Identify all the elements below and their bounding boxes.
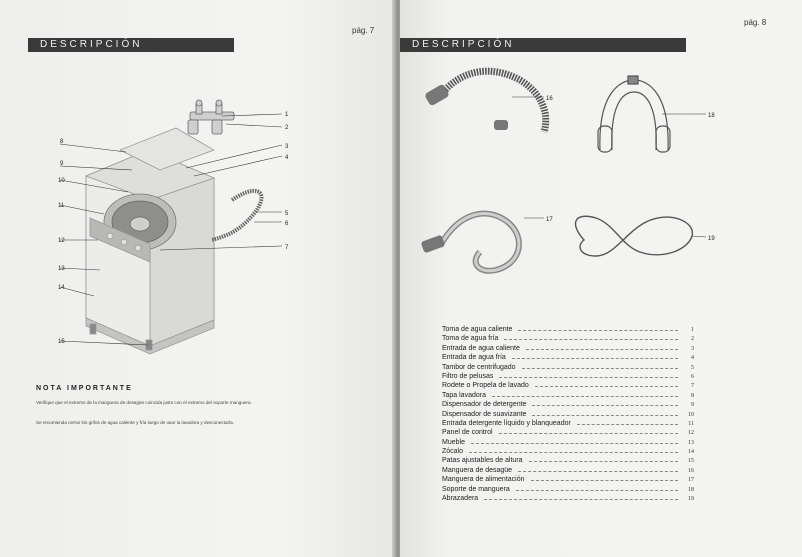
legend-row [442,448,694,457]
part-name: Rodete o Propela de lavado [442,382,529,390]
legend-row [442,467,694,476]
callout-label: 14 [58,285,65,291]
callout-label: 7 [285,245,289,251]
part-number: 17 [688,477,694,484]
part-name: Patas ajustables de altura [442,457,523,465]
legend-row [442,373,694,382]
legend-row [442,420,694,429]
leader-dots [577,420,678,425]
hose-support-illustration [598,76,715,152]
part-number: 18 [688,486,694,493]
legend-row [442,354,694,363]
parts-legend [442,326,694,504]
note-title: NOTA IMPORTANTE [36,385,133,392]
part-name: Mueble [442,438,465,446]
part-number: 15 [688,458,694,465]
callout-label: 5 [285,211,289,217]
figure-label: 17 [546,217,553,223]
callout-label: 2 [285,125,289,131]
callout-label: 8 [60,139,64,145]
legend-row [442,411,694,420]
part-name: Zócalo [442,448,464,456]
figure-label: 19 [708,236,715,242]
legend-row [442,335,694,344]
faucet-illustration [188,100,234,134]
washing-machine-illustration [0,0,398,557]
part-number: 4 [691,355,694,362]
leader-dots [518,467,678,472]
part-name: Manguera de desagüe [442,466,513,474]
part-name: Entrada de agua caliente [442,344,520,352]
callout-label: 9 [60,161,64,167]
left-page [0,0,398,557]
note-paragraph: Se recomienda cerrar los grifos de agua caliente y fría luego de usar la lavadora y desconectarla. [36,420,234,425]
part-name: Toma de agua caliente [442,326,513,333]
leader-dots [471,439,678,444]
leader-dots [484,495,678,500]
leader-dots [532,401,678,406]
part-name: Soporte de manguera [442,485,510,493]
part-number: 16 [688,467,694,474]
legend-row [442,495,694,504]
part-number: 19 [688,496,694,503]
callout-label: 1 [285,112,289,118]
part-number: 14 [688,449,694,456]
inlet-hose-illustration [421,214,554,271]
page-number: pág. 8 [744,18,767,27]
part-number: 8 [691,392,694,399]
leader-dots [531,476,679,481]
callout-label: 15 [58,339,65,345]
part-number: 6 [691,373,694,380]
part-number: 11 [688,420,694,427]
legend-row [442,364,694,373]
figure-label: 16 [546,96,553,102]
clamp-illustration [575,216,715,256]
part-number: 12 [688,430,694,437]
leader-dots [518,326,678,331]
part-number: 2 [691,336,694,343]
leader-dots [522,364,678,369]
part-name: Manguera de alimentación [442,476,525,484]
part-number: 3 [691,345,694,352]
part-number: 7 [691,383,694,390]
part-name: Tambor de centrifugado [442,363,516,371]
callout-label: 12 [58,238,65,244]
legend-row [442,401,694,410]
callout-label: 13 [58,266,65,272]
part-number: 9 [691,402,694,409]
part-name: Tapa lavadora [442,391,486,399]
leader-dots [532,411,678,416]
drain-hose-illustration [424,71,553,132]
callout-label: 3 [285,144,289,150]
callout-label: 6 [285,221,289,227]
part-number: 13 [688,439,694,446]
leader-dots [499,429,678,434]
callout-label: 10 [58,178,65,184]
callout-label: 11 [58,203,65,209]
part-name: Entrada detergente líquido y blanqueador [442,419,571,427]
right-page [400,0,802,557]
part-name: Entrada de agua fría [442,354,506,362]
legend-row [442,382,694,391]
legend-row [442,476,694,485]
legend-row [442,392,694,401]
leader-dots [529,457,678,462]
leader-dots [535,382,678,387]
part-number: 1 [691,327,694,333]
legend-row [442,439,694,448]
inlet-hose [212,191,262,240]
machine-body [86,128,214,354]
part-name: Panel de control [442,429,493,437]
legend-row [442,486,694,495]
leader-dots [526,345,678,350]
note-paragraph: Verifique que el extremo de la manguera de desagüe coincida justo con el extremo del soporte manguera. [36,400,252,405]
part-name: Dispensador de detergente [442,401,527,409]
legend-row [442,345,694,354]
legend-row [442,326,694,335]
section-header: DESCRIPCIÓN [400,38,686,52]
leader-dots [492,392,678,397]
page-number: pág. 7 [352,26,375,35]
part-name: Dispensador de suavizante [442,410,527,418]
part-name: Filtro de pelusas [442,372,494,380]
leader-dots [504,335,678,340]
section-header: DESCRIPCIÓN [28,38,234,52]
part-name: Toma de agua fría [442,335,499,343]
leader-dots [499,373,678,378]
part-number: 5 [691,364,694,371]
part-name: Abrazadera [442,495,479,503]
leader-dots [512,354,678,359]
callout-label: 4 [285,155,289,161]
legend-row [442,429,694,438]
figure-label: 18 [708,113,715,119]
part-number: 10 [688,411,694,418]
legend-row [442,457,694,466]
leader-dots [469,448,678,453]
leader-dots [516,486,678,491]
